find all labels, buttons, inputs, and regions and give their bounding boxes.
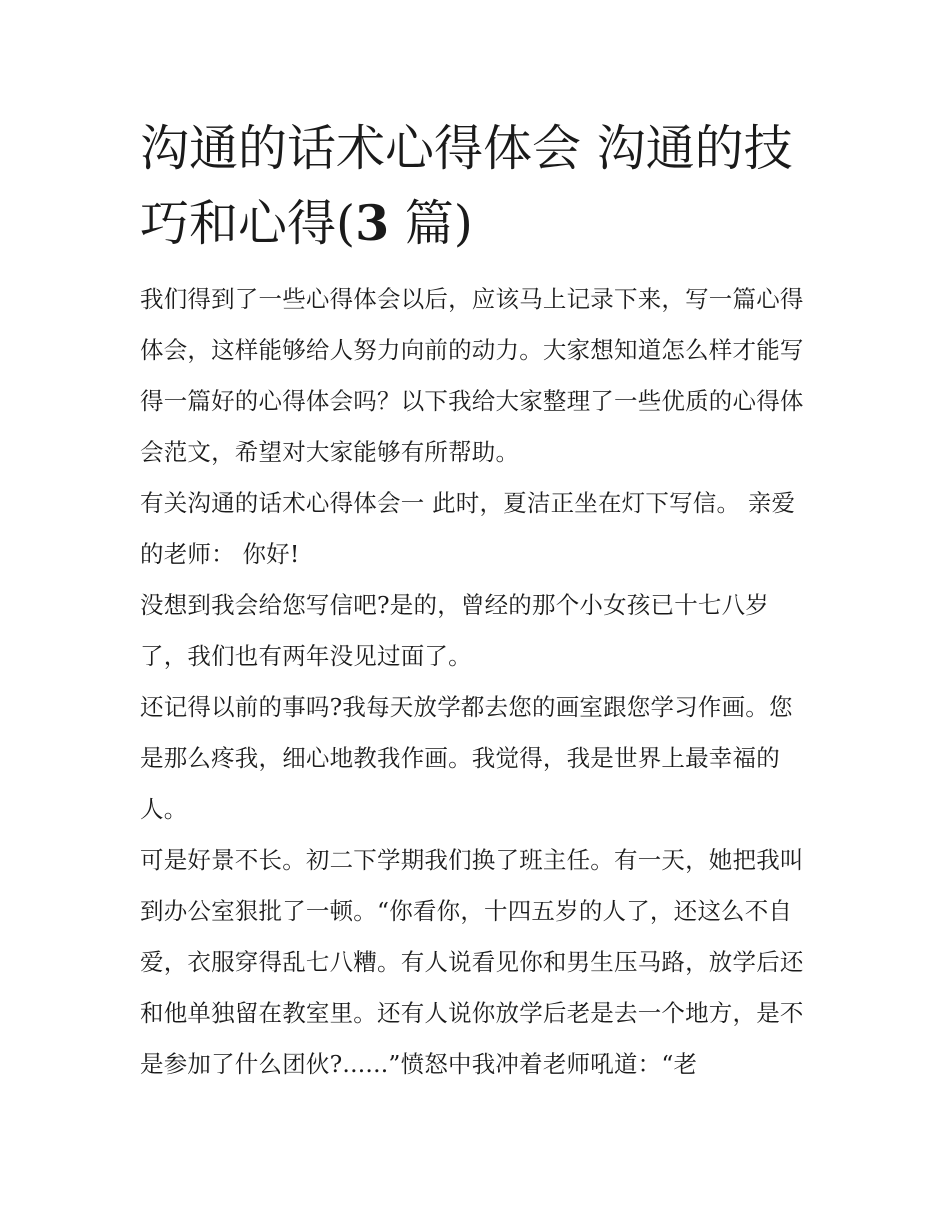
- paragraph: 可是好景不长。初二下学期我们换了班主任。有一天，她把我叫到办公室狠批了一顿。“你看你，十四五岁的人了，还这么不自爱，衣服穿得乱七八糟。有人说看见你和男生压马路，放学后还和他单独留在教室里。还有人说你放学后老是去一个地方，是不是参加了什么团伙?......”愤怒中我冲着老师吼道：“老: [140, 846, 804, 1078]
- paragraph: 没想到我会给您写信吧?是的，曾经的那个小女孩已十七八岁了，我们也有两年没见过面了。: [140, 591, 769, 670]
- paragraph: 还记得以前的事吗?我每天放学都去您的画室跟您学习作画。您是那么疼我，细心地教我作画。我觉得，我是世界上最幸福的人。: [140, 693, 793, 823]
- document-body: [140, 274, 812, 1090]
- page-title: [140, 112, 820, 261]
- title-line-1: 沟通的话术心得体会 沟通的技: [140, 120, 793, 177]
- paragraph-letter-opening: 有关沟通的话术心得体会一 此时，夏洁正坐在灯下写信。 亲爱的老师： 你好!: [140, 489, 796, 568]
- title-line-2-prefix: 巧和心得(: [140, 195, 356, 252]
- title-line-2-suffix: 篇): [389, 195, 473, 252]
- paragraph-intro: 我们得到了一些心得体会以后，应该马上记录下来，写一篇心得体会，这样能够给人努力向前的动力。大家想知道怎么样才能写得一篇好的心得体会吗？以下我给大家整理了一些优质的心得体会范文，希望对大家能够有所帮助。: [140, 285, 804, 466]
- title-line-2-number: 3: [355, 194, 390, 252]
